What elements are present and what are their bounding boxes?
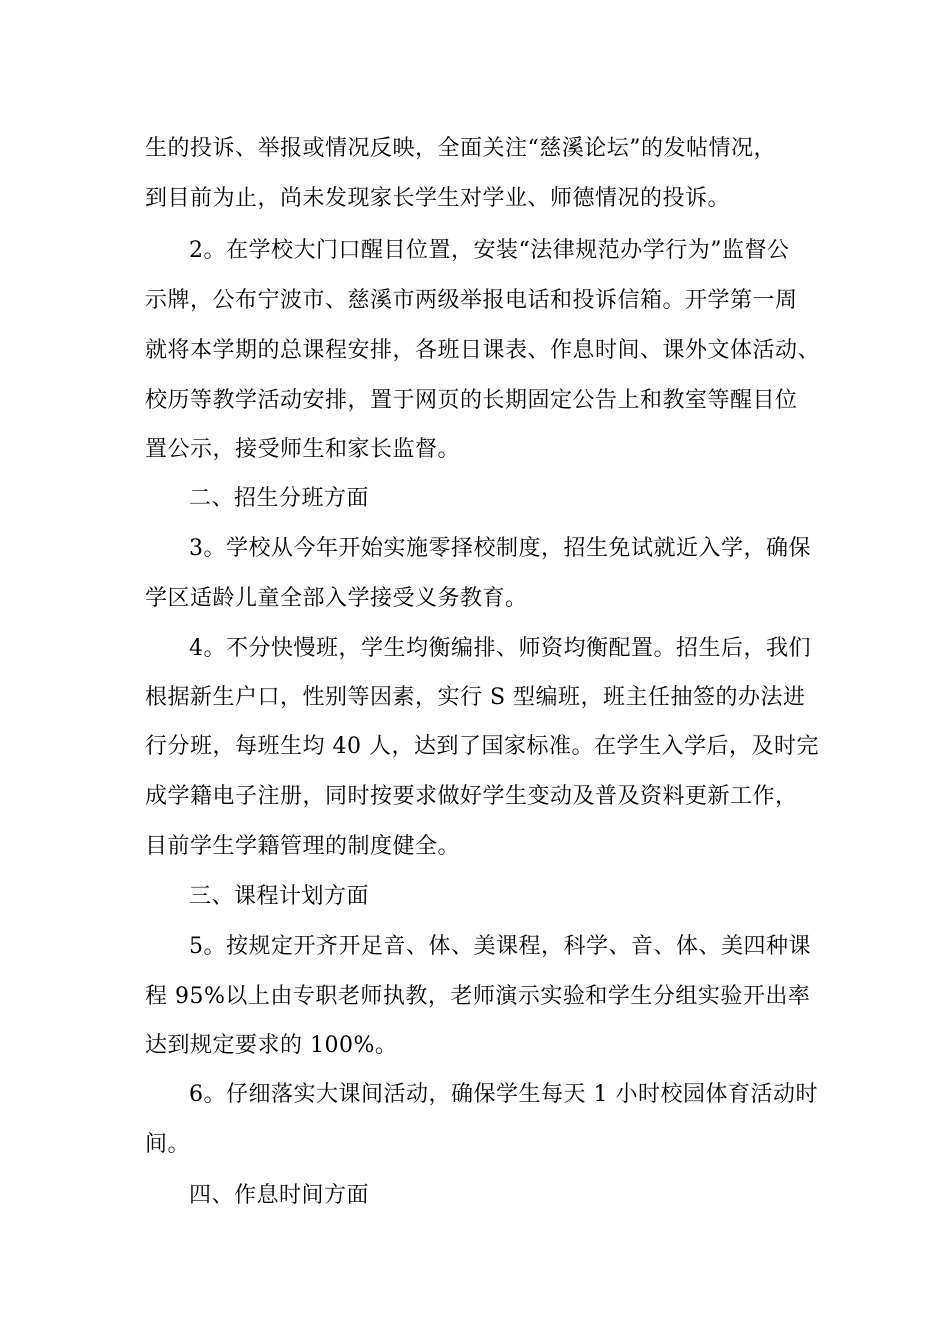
- paragraph-line: 达到规定要求的 100%。: [145, 1033, 398, 1058]
- paragraph-line: 学区适龄儿童全部入学接受义务教育。: [145, 586, 528, 611]
- paragraph-line: 目前学生学籍管理的制度健全。: [145, 834, 461, 859]
- paragraph-line: 校历等教学活动安排，置于网页的长期固定公告上和教室等醒目位: [145, 388, 798, 413]
- paragraph-line: 4。不分快慢班，学生均衡编排、师资均衡配置。招生后，我们: [189, 636, 811, 661]
- paragraph-line: 6。仔细落实大课间活动，确保学生每天 1 小时校园体育活动时: [189, 1082, 818, 1107]
- paragraph-line: 程 95%以上由专职老师执教，老师演示实验和学生分组实验开出率: [145, 984, 811, 1009]
- paragraph-line: 置公示，接受师生和家长监督。: [145, 437, 461, 462]
- paragraph-line: 生的投诉、举报或情况反映，全面关注“慈溪论坛”的发帖情况，: [145, 136, 776, 161]
- paragraph-line: 5。按规定开齐开足音、体、美课程，科学、音、体、美四种课: [189, 934, 811, 959]
- paragraph-line: 3。学校从今年开始实施零择校制度，招生免试就近入学，确保: [189, 536, 811, 561]
- paragraph-line: 2。在学校大门口醒目位置，安装“法律规范办学行为”监督公: [189, 238, 790, 263]
- section-heading: 三、课程计划方面: [189, 884, 370, 909]
- paragraph-line: 间。: [145, 1132, 191, 1157]
- paragraph-line: 示牌，公布宁波市、慈溪市两级举报电话和投诉信箱。开学第一周: [145, 288, 798, 313]
- section-heading: 二、招生分班方面: [189, 486, 370, 511]
- section-heading: 四、作息时间方面: [189, 1183, 370, 1208]
- paragraph-line: 根据新生户口，性别等因素，实行 S 型编班，班主任抽签的办法进: [145, 685, 806, 710]
- paragraph-line: 成学籍电子注册，同时按要求做好学生变动及普及资料更新工作，: [145, 784, 798, 809]
- paragraph-line: 就将本学期的总课程安排，各班日课表、作息时间、课外文体活动、: [145, 338, 821, 363]
- paragraph-line: 行分班，每班生均 40 人，达到了国家标准。在学生入学后，及时完: [145, 734, 819, 759]
- paragraph-line: 到目前为止，尚未发现家长学生对学业、师德情况的投诉。: [145, 186, 731, 211]
